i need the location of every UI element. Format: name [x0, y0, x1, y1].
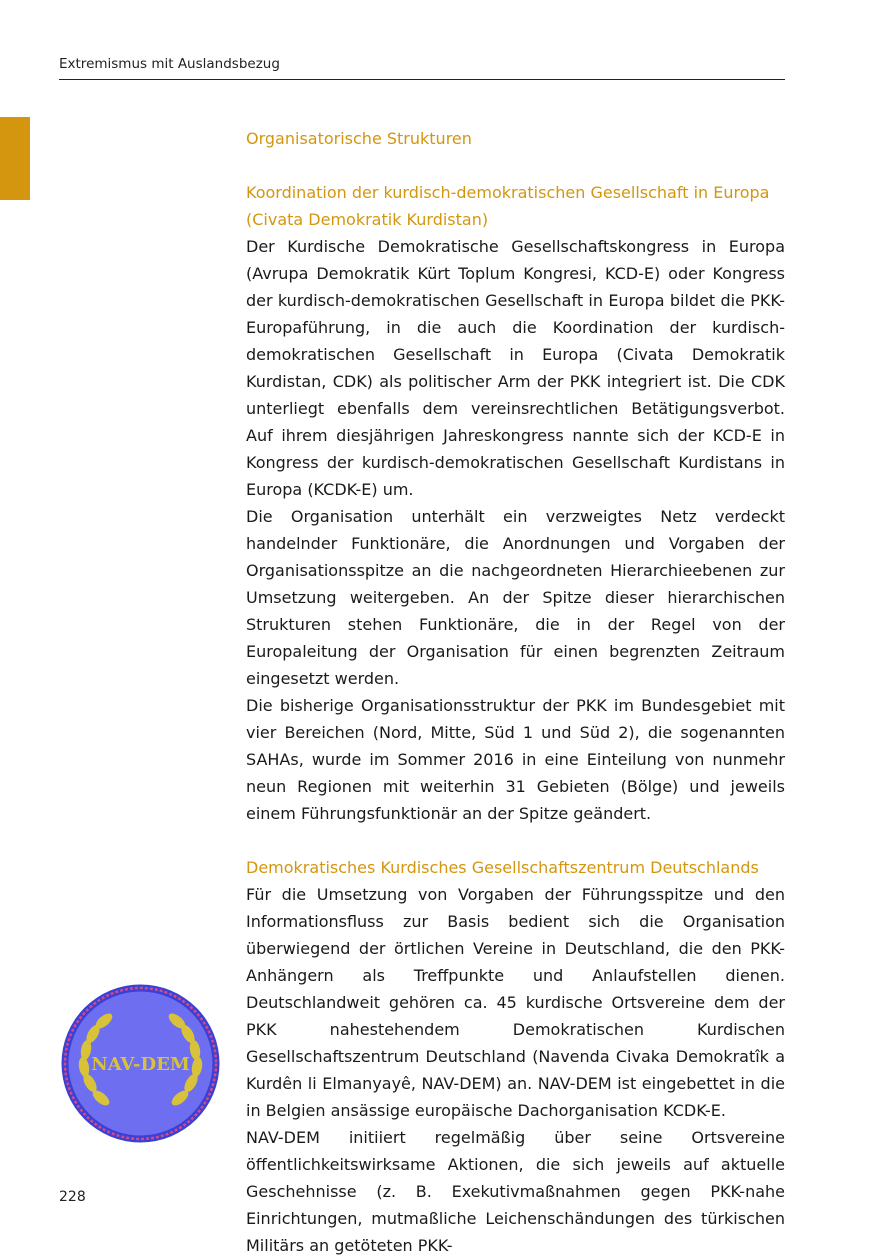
main-content	[246, 125, 785, 1259]
paragraph-network: Die Organisation unterhält ein verzweigtes Netz verdeckt handelnder Funktionäre, die Anordnungen und Vorgaben der Organisationsspitze an die nachgeordneten Hierarchieebenen zur Umsetzung weitergeben. An der Spitze dieser hierarchischen Strukturen stehen Funktionäre, die in der Regel von der Europaleitung der Organisation für einen begrenzten Zeitraum eingesetzt werden.	[246, 507, 785, 688]
running-header-title: Extremismus mit Auslandsbezug	[59, 56, 280, 72]
section-title: Organisatorische Strukturen	[246, 129, 472, 148]
paragraph-structure: Die bisherige Organisationsstruktur der PKK im Bundesgebiet mit vier Bereichen (Nord, Mitte, Süd 1 und Süd 2), die sogenannten SAHAs, wurde im Sommer 2016 in eine Einteilung von nunmehr neun Regionen mit weiterhin 31 Gebieten (Bölge) und jeweils einem Führungsfunktionär an der Spitze geändert.	[246, 696, 785, 823]
header-divider	[59, 79, 785, 80]
page-number: 228	[59, 1189, 86, 1205]
paragraph-kcde: Der Kurdische Demokratische Gesellschaftskongress in Europa (Avrupa Demokratik Kürt Toplum Kongresi, KCD-E) oder Kongress der kurdisch-demokratischen Gesellschaft in Europa bildet die PKK-Europaführung, in die auch die Koordination der kurdisch-demokratischen Gesellschaft in Europa (Civata Demokratik Kurdistan, CDK) als politischer Arm der PKK integriert ist. Die CDK unterliegt ebenfalls dem vereinsrechtlichen Betätigungsverbot. Auf ihrem diesjährigen Jahreskongress nannte sich der KCD-E in Kongress der kurdisch-demokratischen Gesellschaft Kurdistans in Europa (KCDK-E) um.	[246, 237, 785, 499]
chapter-marker-tab	[0, 117, 30, 200]
nav-dem-logo	[60, 983, 221, 1144]
paragraph-navdem-aktionen: NAV-DEM initiiert regelmäßig über seine Ortsvereine öffentlichkeitswirksame Aktionen, die sich jeweils auf aktuelle Geschehnisse (z. B. Exekutivmaßnahmen gegen PKK-nahe Einrichtungen, mutmaßliche Leichenschändungen des türkischen Militärs an getöteten PKK-	[246, 1128, 785, 1255]
heading-cdk-line2: (Civata Demokratik Kurdistan)	[246, 210, 489, 229]
heading-navdem: Demokratisches Kurdisches Gesellschaftszentrum Deutschlands	[246, 858, 759, 877]
logo-text: NAV-DEM	[91, 1054, 190, 1075]
heading-cdk-line1: Koordination der kurdisch-demokratischen Gesellschaft in Europa	[246, 183, 770, 202]
paragraph-navdem-vereine: Für die Umsetzung von Vorgaben der Führungsspitze und den Informationsfluss zur Basis bedient sich die Organisation überwiegend der örtlichen Vereine in Deutschland, die den PKK-Anhängern als Treffpunkte und Anlaufstellen dienen. Deutschlandweit gehören ca. 45 kurdische Ortsvereine dem der PKK nahestehendem Demokratischen Kurdischen Gesellschaftszentrum Deutschland (Navenda Civaka Demokratîk a Kurdên li Elmanyayê, NAV-DEM) an. NAV-DEM ist eingebettet in die in Belgien ansässige europäische Dachorganisation KCDK-E.	[246, 885, 785, 1120]
